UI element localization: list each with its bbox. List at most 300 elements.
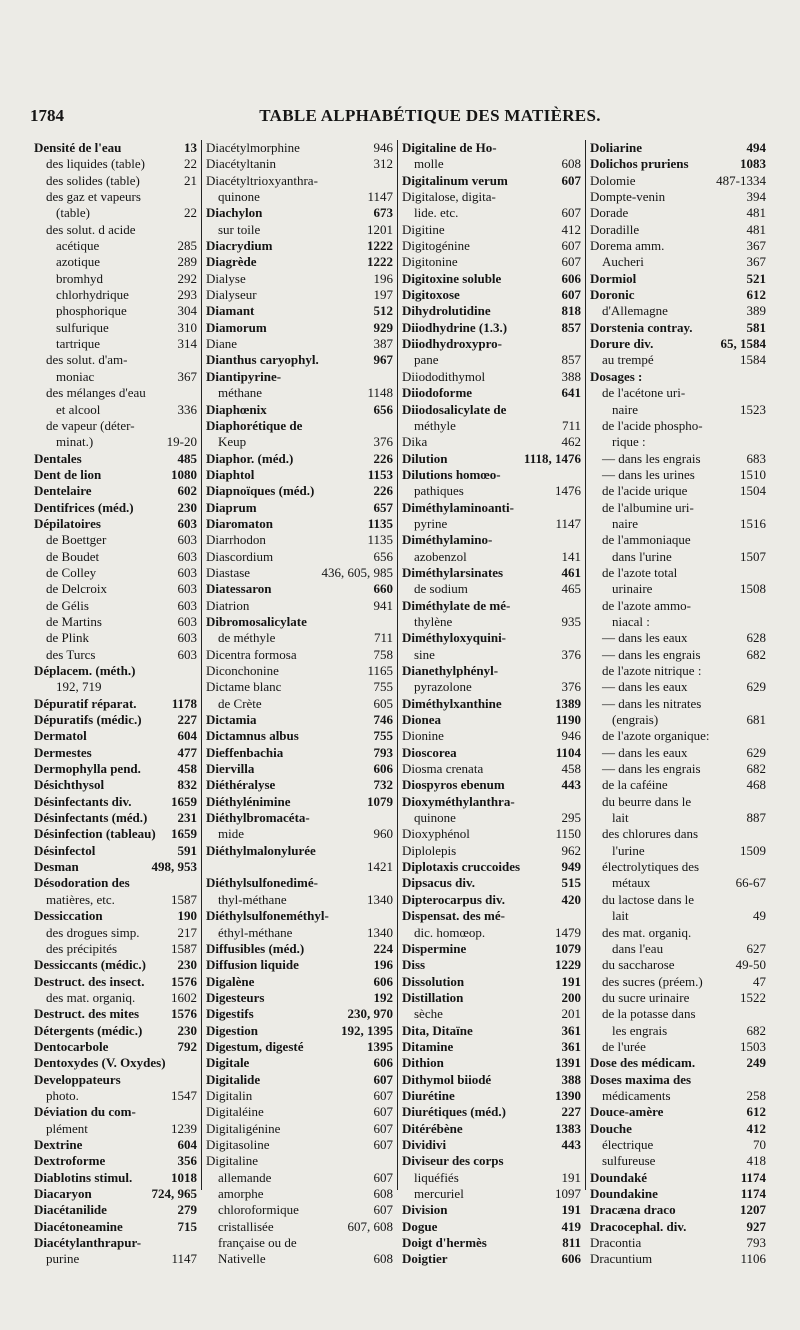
index-entry	[590, 598, 766, 614]
entry-term: de sodium	[414, 581, 468, 597]
entry-page-ref: 967	[373, 352, 393, 368]
entry-page-ref: 603	[177, 630, 197, 646]
index-entry	[590, 1251, 766, 1267]
index-entry	[206, 1235, 393, 1251]
index-entry	[34, 565, 197, 581]
entry-term: Diiodosalicylate de	[402, 401, 507, 417]
entry-page-ref: 607	[373, 1202, 393, 1218]
entry-term: Dextrine	[34, 1136, 83, 1152]
entry-term: Doundakine	[590, 1186, 658, 1201]
index-entry	[206, 352, 393, 368]
index-entry	[34, 1235, 197, 1251]
entry-term: Dioxyphénol	[402, 826, 470, 842]
index-entry	[402, 875, 581, 891]
entry-term: des mat. organiq.	[602, 924, 692, 940]
entry-term: Dogue	[402, 1218, 438, 1234]
index-entry	[590, 1121, 766, 1137]
entry-term: cristallisée	[218, 1218, 274, 1234]
index-entry	[34, 925, 197, 941]
index-entry	[206, 941, 393, 957]
index-entry	[590, 254, 766, 270]
entry-term: Diurétine	[402, 1087, 455, 1103]
index-entry	[34, 156, 197, 172]
entry-page-ref: 1106	[740, 1251, 766, 1267]
index-entry	[590, 728, 766, 744]
entry-page-ref: 1207	[740, 1202, 766, 1218]
entry-term: de l'azote total	[602, 564, 678, 580]
index-entry	[34, 1023, 197, 1039]
entry-page-ref: 312	[373, 156, 393, 172]
entry-page-ref: 1174	[740, 1169, 766, 1185]
entry-term: Distillation	[402, 989, 464, 1005]
entry-term: des solut. d acide	[46, 221, 136, 237]
entry-term: Ditérébène	[402, 1120, 463, 1136]
index-entry	[206, 205, 393, 221]
index-entry	[34, 1104, 197, 1120]
entry-page-ref: 289	[177, 254, 197, 270]
index-entry	[402, 434, 581, 450]
index-entry	[590, 1186, 766, 1202]
entry-term: quinone	[218, 189, 260, 205]
index-entry	[402, 320, 581, 336]
entry-term: des liquides (table)	[46, 156, 145, 172]
entry-term: Déviation du com-	[34, 1104, 136, 1120]
index-entry	[206, 173, 393, 189]
entry-term: Diéthylbromacéta-	[206, 810, 310, 826]
index-entry	[34, 1153, 197, 1169]
entry-page-ref: 682	[746, 761, 766, 777]
index-entry	[206, 990, 393, 1006]
entry-page-ref: 628	[746, 630, 766, 646]
entry-term: Developpateurs	[34, 1071, 121, 1087]
index-entry	[590, 173, 766, 189]
entry-term: éthyl-méthane	[218, 924, 293, 940]
index-entry	[402, 336, 581, 352]
entry-term: électrolytiques des	[602, 859, 700, 875]
entry-page-ref: 389	[746, 303, 766, 319]
entry-term: quinone	[414, 810, 456, 826]
index-entry	[590, 1088, 766, 1104]
entry-term: Diviseur des corps	[402, 1153, 504, 1169]
entry-page-ref: 607, 608	[347, 1218, 393, 1234]
entry-term: minat.)	[56, 434, 94, 450]
entry-term: thyl-méthane	[218, 891, 287, 907]
entry-term: Dihydrolutidine	[402, 303, 491, 319]
index-entry	[206, 925, 393, 941]
entry-page-ref: 603	[177, 581, 197, 597]
entry-term: Diss	[402, 957, 426, 973]
index-entry	[590, 434, 766, 450]
index-entry	[206, 402, 393, 418]
entry-page-ref: 1174	[740, 1186, 766, 1201]
index-entry	[590, 1137, 766, 1153]
entry-page-ref: 711	[561, 417, 581, 433]
index-entry	[206, 974, 393, 990]
index-entry	[590, 352, 766, 368]
entry-page-ref: 1239	[171, 1120, 197, 1136]
entry-term: Digestifs	[206, 1006, 254, 1022]
index-entry	[590, 745, 766, 761]
entry-page-ref: 230	[177, 1022, 197, 1038]
entry-page-ref: 1178	[171, 695, 197, 711]
index-entry	[206, 369, 393, 385]
entry-page-ref: 1507	[740, 548, 766, 564]
entry-term: Dentelaire	[34, 483, 92, 499]
entry-term: Douce-amère	[590, 1104, 664, 1120]
entry-term: pyrine	[414, 515, 448, 531]
entry-page-ref: 314	[177, 336, 197, 352]
entry-term: Digitaligénine	[206, 1120, 281, 1136]
index-entry	[402, 663, 581, 679]
entry-term: dans l'eau	[612, 940, 664, 956]
entry-page-ref: 1510	[740, 466, 766, 482]
index-entry	[34, 1251, 197, 1267]
entry-page-ref: 293	[177, 287, 197, 303]
entry-term: — dans les nitrates	[602, 695, 702, 711]
entry-term: Diméthylarsinates	[402, 564, 504, 580]
entry-term: Dorema amm.	[590, 238, 665, 254]
entry-page-ref: 1509	[740, 842, 766, 858]
entry-term: chloroformique	[218, 1202, 299, 1218]
entry-term: Diagrède	[206, 254, 257, 270]
entry-term: Diatrion	[206, 597, 250, 613]
entry-term: Dividivi	[402, 1136, 447, 1152]
entry-page-ref: 200	[561, 989, 581, 1005]
entry-page-ref: 857	[561, 319, 581, 335]
index-entry	[206, 1153, 393, 1169]
entry-term: moniac	[56, 368, 95, 384]
entry-page-ref: 724, 965	[151, 1186, 197, 1201]
entry-page-ref: 603	[177, 613, 197, 629]
index-entry	[34, 1219, 197, 1235]
entry-term: de l'azote organique:	[602, 728, 710, 744]
index-entry	[590, 647, 766, 663]
entry-page-ref: 1576	[171, 1006, 197, 1022]
entry-term: dans l'urine	[612, 548, 672, 564]
entry-term: Diméthylamino-	[402, 532, 493, 548]
entry-term: Dika	[402, 434, 428, 450]
index-entry	[34, 614, 197, 630]
entry-page-ref: 1097	[555, 1186, 581, 1201]
index-entry	[34, 385, 197, 401]
entry-term: Diacaryon	[34, 1186, 92, 1201]
entry-term: Dessiccation	[34, 908, 103, 924]
index-entry	[590, 761, 766, 777]
entry-term: urinaire	[612, 581, 653, 597]
entry-page-ref: 603	[177, 548, 197, 564]
entry-term: (table)	[56, 205, 90, 221]
entry-term: Diaphœnix	[206, 401, 267, 417]
index-entry	[34, 238, 197, 254]
index-entry	[590, 483, 766, 499]
entry-page-ref: 1587	[171, 891, 197, 907]
entry-page-ref: 612	[746, 287, 766, 303]
entry-term: Doigt d'hermès	[402, 1235, 487, 1251]
entry-term: Dioxyméthylanthra-	[402, 793, 515, 809]
index-entry	[206, 303, 393, 319]
index-entry	[590, 794, 766, 810]
index-entry	[34, 500, 197, 516]
entry-term: Dentales	[34, 450, 82, 466]
entry-term: pathiques	[414, 483, 464, 499]
entry-term: Dermophylla pend.	[34, 761, 141, 777]
entry-term: lide. etc.	[414, 205, 459, 221]
index-entry	[34, 1088, 197, 1104]
entry-page-ref: 603	[177, 564, 197, 580]
entry-page-ref: 196	[373, 957, 393, 973]
index-entry	[34, 859, 197, 875]
index-entry	[34, 696, 197, 712]
entry-page-ref: 1222	[367, 254, 393, 270]
entry-term: Dissolution	[402, 973, 465, 989]
entry-page-ref: 927	[746, 1218, 766, 1234]
index-entry	[402, 189, 581, 205]
entry-term: Dracuntium	[590, 1251, 653, 1267]
index-entry	[206, 565, 393, 581]
index-entry	[206, 712, 393, 728]
entry-term: Dormiol	[590, 270, 637, 286]
entry-page-ref: 47	[753, 973, 766, 989]
index-entry	[590, 271, 766, 287]
entry-page-ref: 226	[373, 450, 393, 466]
index-entry	[206, 1088, 393, 1104]
entry-term: Diospyros ebenum	[402, 777, 505, 793]
entry-page-ref: 603	[177, 515, 197, 531]
entry-page-ref: 1153	[367, 466, 393, 482]
index-entry	[402, 843, 581, 859]
index-entry	[402, 826, 581, 842]
entry-term: du saccharose	[602, 957, 675, 973]
entry-page-ref: 230	[177, 957, 197, 973]
entry-page-ref: 1479	[555, 924, 581, 940]
index-entry	[402, 810, 581, 826]
entry-page-ref: 443	[561, 777, 581, 793]
entry-term: Diervilla	[206, 761, 255, 777]
index-entry	[206, 434, 393, 450]
index-entry	[206, 777, 393, 793]
entry-page-ref: 190	[177, 908, 197, 924]
entry-page-ref: 607	[561, 238, 581, 254]
entry-term: — dans les engrais	[602, 646, 701, 662]
index-entry	[590, 843, 766, 859]
entry-page-ref: 1523	[740, 401, 766, 417]
index-entry	[34, 826, 197, 842]
entry-term: Diacrydium	[206, 238, 273, 254]
entry-term: Digestion	[206, 1022, 258, 1038]
index-entry	[206, 663, 393, 679]
entry-term: purine	[46, 1251, 80, 1267]
entry-page-ref: 607	[373, 1104, 393, 1120]
entry-term: Digesteurs	[206, 989, 265, 1005]
entry-term: Dictamia	[206, 712, 257, 728]
entry-term: Diarrhodon	[206, 532, 266, 548]
entry-page-ref: 1587	[171, 940, 197, 956]
entry-term: de l'ammoniaque	[602, 532, 691, 548]
entry-term: naire	[612, 515, 638, 531]
entry-term: — dans les urines	[602, 466, 695, 482]
index-entry	[590, 1219, 766, 1235]
entry-term: Dosages :	[590, 368, 643, 384]
entry-page-ref: 946	[561, 728, 581, 744]
entry-term: du sucre urinaire	[602, 989, 690, 1005]
index-entry	[590, 516, 766, 532]
index-entry	[206, 254, 393, 270]
entry-term: des solides (table)	[46, 172, 140, 188]
entry-page-ref: 793	[373, 744, 393, 760]
entry-page-ref: 603	[177, 597, 197, 613]
index-entry	[590, 205, 766, 221]
entry-term: Désichthysol	[34, 777, 105, 793]
index-entry	[402, 173, 581, 189]
entry-term: Dispermine	[402, 940, 467, 956]
index-entry	[206, 467, 393, 483]
entry-term: du beurre dans le	[602, 793, 692, 809]
entry-page-ref: 673	[373, 205, 393, 221]
entry-term: Diffusibles (méd.)	[206, 940, 305, 956]
index-entry	[34, 761, 197, 777]
index-entry	[206, 156, 393, 172]
index-column-4	[586, 140, 770, 1267]
entry-page-ref: 755	[373, 679, 393, 695]
index-entry	[206, 908, 393, 924]
index-entry	[590, 1072, 766, 1088]
index-entry	[34, 254, 197, 270]
entry-term: Diantipyrine-	[206, 368, 282, 384]
entry-term: Dompte-venin	[590, 189, 666, 205]
entry-page-ref: 1421	[367, 859, 393, 875]
entry-term: Dorade	[590, 205, 629, 221]
entry-term: électrique	[602, 1136, 654, 1152]
index-entry	[34, 336, 197, 352]
entry-term: de l'azote nitrique :	[602, 663, 702, 678]
entry-page-ref: 1503	[740, 1038, 766, 1054]
entry-page-ref: 627	[746, 940, 766, 956]
entry-term: Diéthéralyse	[206, 777, 276, 793]
entry-term: thylène	[414, 613, 453, 629]
entry-page-ref: 591	[177, 842, 197, 858]
entry-term: niacal :	[612, 613, 650, 629]
entry-term: Dithion	[402, 1055, 444, 1071]
entry-page-ref: 607	[561, 287, 581, 303]
entry-page-ref: 605	[373, 695, 393, 711]
index-entry	[590, 320, 766, 336]
index-entry	[590, 500, 766, 516]
entry-page-ref: 681	[746, 712, 766, 728]
index-entry	[206, 794, 393, 810]
entry-page-ref: 367	[746, 254, 766, 270]
index-entry	[590, 990, 766, 1006]
entry-term: rique :	[612, 434, 646, 450]
entry-page-ref: 1147	[367, 189, 393, 205]
index-entry	[590, 385, 766, 401]
entry-page-ref: 607	[373, 1169, 393, 1185]
entry-page-ref: 227	[561, 1104, 581, 1120]
index-entry	[402, 1153, 581, 1169]
entry-page-ref: 515	[561, 875, 581, 891]
index-entry	[590, 925, 766, 941]
entry-page-ref: 656	[373, 401, 393, 417]
index-entry	[206, 1251, 393, 1267]
entry-page-ref: 608	[373, 1251, 393, 1267]
index-entry	[402, 1186, 581, 1202]
entry-term: Diacétanilide	[34, 1202, 107, 1218]
entry-term: Ditamine	[402, 1038, 454, 1054]
index-entry	[206, 696, 393, 712]
index-entry	[34, 990, 197, 1006]
entry-term: Diiodhydrine (1.3.)	[402, 319, 508, 335]
entry-term: — dans les eaux	[602, 744, 688, 760]
index-entry	[402, 925, 581, 941]
entry-term: Diacétylanthrapur-	[34, 1235, 142, 1251]
entry-term: Dionine	[402, 728, 444, 744]
entry-term: Digitalin	[206, 1087, 253, 1103]
entry-page-ref: 607	[561, 254, 581, 270]
entry-page-ref: 191	[561, 1202, 581, 1218]
index-entry	[206, 1186, 393, 1202]
entry-page-ref: 230, 970	[347, 1006, 393, 1022]
entry-term: Déplacem. (méth.)	[34, 663, 136, 678]
entry-term: de Delcroix	[46, 581, 108, 597]
entry-page-ref: 21	[184, 172, 197, 188]
entry-term: Doundaké	[590, 1169, 648, 1185]
entry-term: des mélanges d'eau	[46, 385, 146, 401]
entry-page-ref: 394	[746, 189, 766, 205]
entry-term: Digestum, digesté	[206, 1038, 304, 1054]
entry-page-ref: 1391	[555, 1055, 581, 1071]
entry-term: 192, 719	[56, 679, 102, 695]
entry-term: Digitoxine soluble	[402, 270, 502, 286]
index-entry	[402, 483, 581, 499]
entry-term: Dracocephal. div.	[590, 1218, 687, 1234]
index-entry	[402, 467, 581, 483]
entry-page-ref: 230	[177, 499, 197, 515]
index-entry	[590, 1055, 766, 1071]
entry-page-ref: 66-67	[735, 875, 766, 891]
index-entry	[206, 418, 393, 434]
index-entry	[402, 794, 581, 810]
entry-term: pyrazolone	[414, 679, 472, 695]
index-entry	[402, 630, 581, 646]
entry-term: Diane	[206, 336, 238, 352]
entry-page-ref: 1576	[171, 973, 197, 989]
index-entry	[402, 1219, 581, 1235]
entry-page-ref: 521	[746, 270, 766, 286]
entry-term: bromhyd	[56, 270, 103, 286]
entry-page-ref: 1165	[367, 663, 393, 678]
entry-term: allemande	[218, 1169, 272, 1185]
entry-page-ref: 192, 1395	[341, 1022, 393, 1038]
entry-term: Désinfectants div.	[34, 793, 132, 809]
index-entry	[206, 1055, 393, 1071]
index-entry	[590, 1170, 766, 1186]
index-entry	[590, 287, 766, 303]
index-entry	[590, 1104, 766, 1120]
index-entry	[206, 581, 393, 597]
entry-page-ref: 1516	[740, 515, 766, 531]
index-entry	[206, 516, 393, 532]
index-entry	[590, 189, 766, 205]
index-entry	[402, 974, 581, 990]
entry-term: Diaromaton	[206, 515, 273, 531]
index-entry	[34, 320, 197, 336]
index-entry	[590, 810, 766, 826]
entry-term: Aucheri	[602, 254, 644, 270]
entry-term: de vapeur (déter-	[46, 417, 135, 433]
entry-page-ref: 376	[561, 679, 581, 695]
entry-term: Dianthus caryophyl.	[206, 352, 319, 368]
index-entry	[34, 810, 197, 826]
entry-page-ref: 458	[177, 761, 197, 777]
